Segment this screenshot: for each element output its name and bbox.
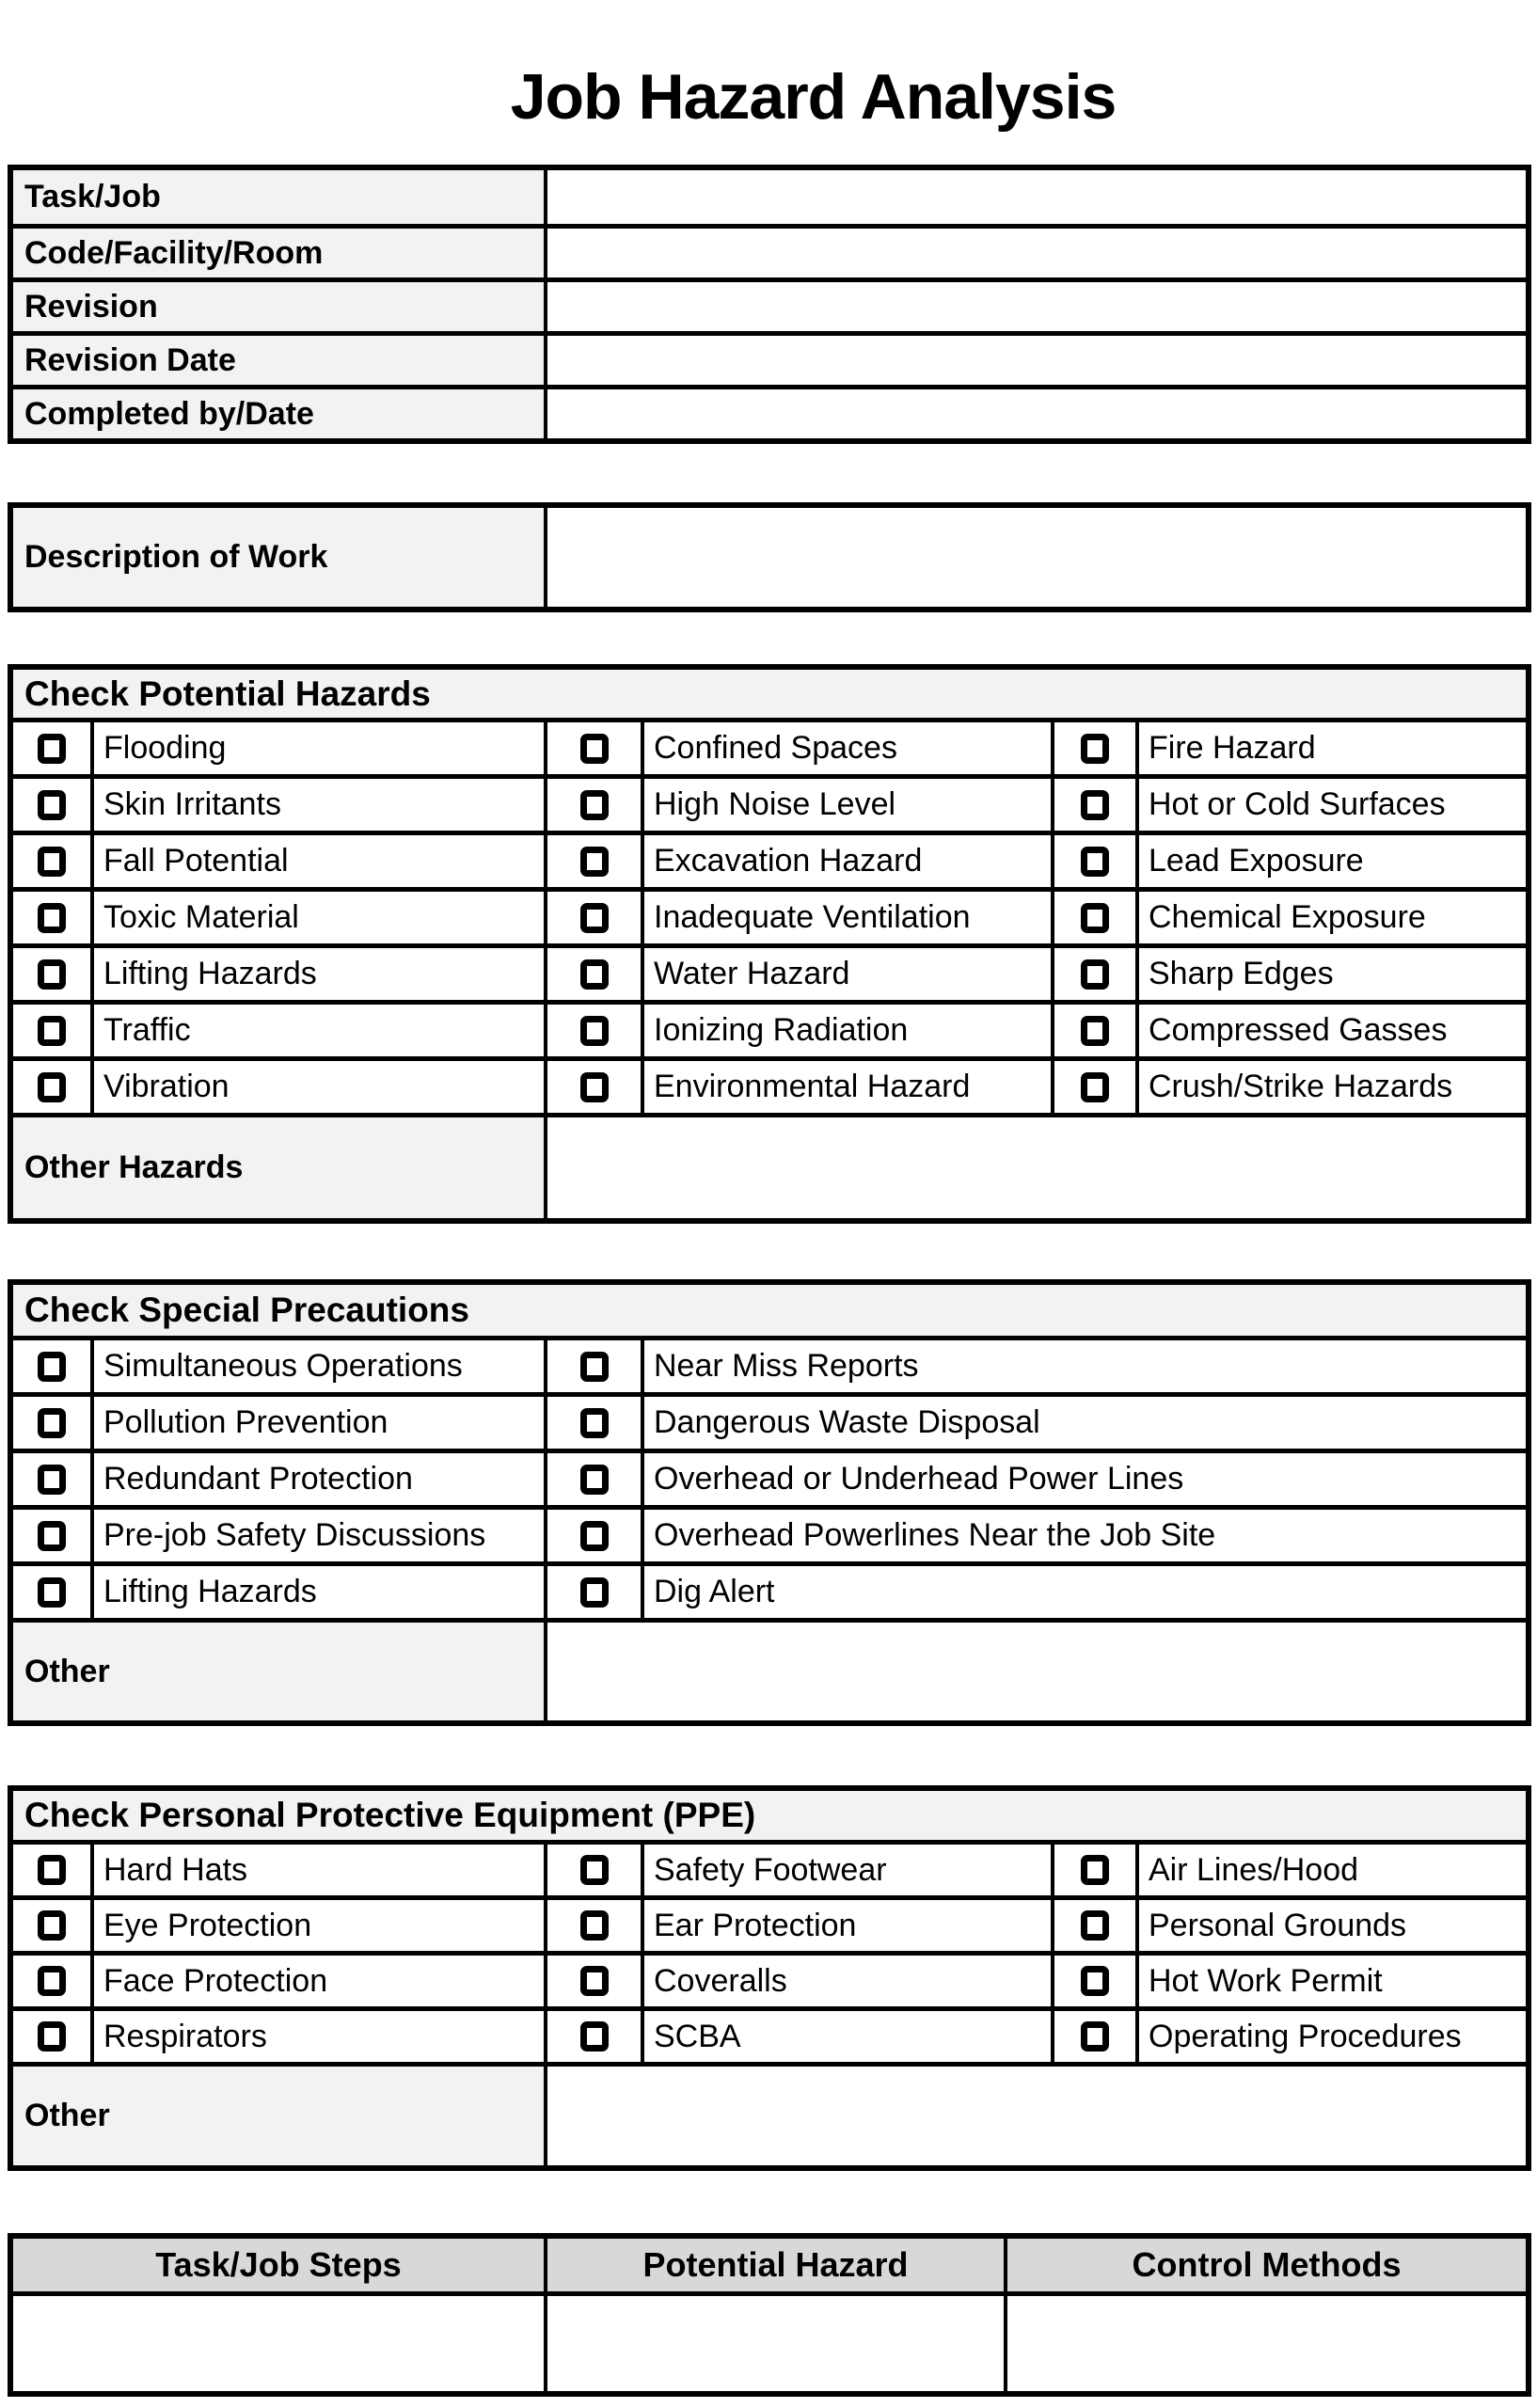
description-table <box>8 502 1531 612</box>
hazard-label: Compressed Gasses <box>1135 1005 1526 1056</box>
task-job-input[interactable] <box>544 170 1526 224</box>
checkbox-redundant-protection[interactable] <box>38 1465 66 1495</box>
hazard-label: Vibration <box>90 1061 544 1113</box>
ppe-row <box>13 1895 1526 1951</box>
ppe-label: Personal Grounds <box>1135 1900 1526 1951</box>
checkbox-cell <box>13 835 90 887</box>
checkbox-cell <box>13 1900 90 1951</box>
checkbox-cell <box>13 1566 90 1618</box>
checkbox-cell <box>544 2011 641 2062</box>
precaution-row <box>13 1449 1526 1505</box>
precaution-label: Dig Alert <box>641 1566 1526 1618</box>
hazard-label: Sharp Edges <box>1135 948 1526 1000</box>
checkbox-cell <box>1051 835 1135 887</box>
hazard-label: Lifting Hazards <box>90 948 544 1000</box>
checkbox-cell <box>1051 1956 1135 2006</box>
info-label-code-facility-room: Code/Facility/Room <box>13 229 544 277</box>
ppe-table <box>8 1785 1531 2171</box>
precaution-label: Near Miss Reports <box>641 1340 1526 1392</box>
checkbox-cell <box>544 1397 641 1449</box>
ppe-label: Respirators <box>90 2011 544 2062</box>
other-ppe-row <box>13 2062 1526 2165</box>
ppe-label: Air Lines/Hood <box>1135 1845 1526 1895</box>
checkbox-cell <box>13 1061 90 1113</box>
checkbox-cell <box>1051 779 1135 831</box>
checkbox-cell <box>13 779 90 831</box>
hazard-row <box>13 1000 1526 1056</box>
hazard-row <box>13 887 1526 943</box>
checkbox-environmental-hazard[interactable] <box>580 1072 609 1102</box>
checkbox-simultaneous-operations[interactable] <box>38 1352 66 1382</box>
ppe-header: Check Personal Protective Equipment (PPE) <box>13 1791 1526 1840</box>
hazard-label: High Noise Level <box>641 779 1051 831</box>
job-steps-header-potential-hazard: Potential Hazard <box>544 2239 1004 2291</box>
checkbox-cell <box>1051 1005 1135 1056</box>
checkbox-near-miss-reports[interactable] <box>580 1352 609 1382</box>
checkbox-cell <box>1051 1900 1135 1951</box>
checkbox-cell <box>13 1453 90 1505</box>
precaution-label: Pollution Prevention <box>90 1397 544 1449</box>
ppe-label: Ear Protection <box>641 1900 1051 1951</box>
checkbox-chemical-exposure[interactable] <box>1081 903 1109 933</box>
revision-input[interactable] <box>544 282 1526 331</box>
hazard-label: Environmental Hazard <box>641 1061 1051 1113</box>
potential-hazards-header: Check Potential Hazards <box>13 670 1526 718</box>
checkbox-hot-or-cold-surfaces[interactable] <box>1081 790 1109 820</box>
ppe-label: Safety Footwear <box>641 1845 1051 1895</box>
description-label: Description of Work <box>13 508 544 607</box>
precaution-label: Redundant Protection <box>90 1453 544 1505</box>
other-precautions-row <box>13 1618 1526 1720</box>
info-row <box>13 277 1526 331</box>
ppe-row <box>13 1951 1526 2006</box>
ppe-label: SCBA <box>641 2011 1051 2062</box>
checkbox-cell <box>544 1005 641 1056</box>
checkbox-cell <box>13 1845 90 1895</box>
job-steps-empty-row <box>13 2291 1526 2391</box>
hazard-label: Flooding <box>90 722 544 774</box>
checkbox-scba[interactable] <box>580 2021 609 2052</box>
checkbox-air-lines-hood[interactable] <box>1081 1855 1109 1885</box>
precaution-label: Overhead Powerlines Near the Job Site <box>641 1510 1526 1561</box>
job-steps-header-task-job-steps: Task/Job Steps <box>13 2239 544 2291</box>
ppe-label: Hard Hats <box>90 1845 544 1895</box>
checkbox-eye-protection[interactable] <box>38 1910 66 1941</box>
checkbox-cell <box>1051 1845 1135 1895</box>
control-methods-input[interactable] <box>1004 2296 1526 2391</box>
checkbox-cell <box>13 1005 90 1056</box>
checkbox-hot-work-permit[interactable] <box>1081 1966 1109 1996</box>
checkbox-pre-job-safety-discussions[interactable] <box>38 1521 66 1551</box>
checkbox-cell <box>13 2011 90 2062</box>
job-steps-table <box>8 2233 1531 2397</box>
checkbox-water-hazard[interactable] <box>580 959 609 990</box>
info-label-completed-by-date: Completed by/Date <box>13 389 544 438</box>
checkbox-fall-potential[interactable] <box>38 847 66 877</box>
checkbox-fire-hazard[interactable] <box>1081 734 1109 764</box>
hazard-label: Hot or Cold Surfaces <box>1135 779 1526 831</box>
checkbox-cell <box>1051 892 1135 943</box>
checkbox-cell <box>544 835 641 887</box>
job-steps-header-row <box>13 2239 1526 2291</box>
checkbox-dangerous-waste-disposal[interactable] <box>580 1408 609 1438</box>
checkbox-toxic-material[interactable] <box>38 903 66 933</box>
checkbox-ear-protection[interactable] <box>580 1910 609 1941</box>
checkbox-flooding[interactable] <box>38 734 66 764</box>
checkbox-traffic[interactable] <box>38 1016 66 1046</box>
description-row <box>13 508 1526 607</box>
hazard-row <box>13 718 1526 774</box>
checkbox-overhead-powerlines-near-the-job-site[interactable] <box>580 1521 609 1551</box>
hazard-label: Confined Spaces <box>641 722 1051 774</box>
checkbox-vibration[interactable] <box>38 1072 66 1102</box>
hazard-label: Traffic <box>90 1005 544 1056</box>
ppe-label: Operating Procedures <box>1135 2011 1526 2062</box>
info-table <box>8 165 1531 444</box>
checkbox-cell <box>544 1900 641 1951</box>
checkbox-safety-footwear[interactable] <box>580 1855 609 1885</box>
hazard-label: Excavation Hazard <box>641 835 1051 887</box>
checkbox-cell <box>544 1061 641 1113</box>
checkbox-high-noise-level[interactable] <box>580 790 609 820</box>
checkbox-hard-hats[interactable] <box>38 1855 66 1885</box>
checkbox-cell <box>544 722 641 774</box>
checkbox-compressed-gasses[interactable] <box>1081 1016 1109 1046</box>
checkbox-excavation-hazard[interactable] <box>580 847 609 877</box>
potential-hazards-table <box>8 664 1531 1224</box>
precaution-row <box>13 1392 1526 1449</box>
special-precautions-header: Check Special Precautions <box>13 1285 1526 1336</box>
checkbox-cell <box>1051 1061 1135 1113</box>
checkbox-cell <box>544 1340 641 1392</box>
hazard-label: Ionizing Radiation <box>641 1005 1051 1056</box>
other-ppe-label: Other <box>13 2067 544 2165</box>
checkbox-cell <box>13 1956 90 2006</box>
other-hazards-input[interactable] <box>544 1117 1526 1218</box>
checkbox-cell <box>544 779 641 831</box>
precaution-row <box>13 1561 1526 1618</box>
info-label-revision-date: Revision Date <box>13 336 544 385</box>
completed-by-date-input[interactable] <box>544 389 1526 438</box>
hazard-label: Inadequate Ventilation <box>641 892 1051 943</box>
checkbox-cell <box>1051 2011 1135 2062</box>
hazard-label: Lead Exposure <box>1135 835 1526 887</box>
checkbox-personal-grounds[interactable] <box>1081 1910 1109 1941</box>
hazard-label: Crush/Strike Hazards <box>1135 1061 1526 1113</box>
checkbox-coveralls[interactable] <box>580 1966 609 1996</box>
ppe-label: Eye Protection <box>90 1900 544 1951</box>
checkbox-cell <box>544 1510 641 1561</box>
checkbox-pollution-prevention[interactable] <box>38 1408 66 1438</box>
checkbox-cell <box>13 892 90 943</box>
revision-date-input[interactable] <box>544 336 1526 385</box>
special-precautions-table <box>8 1279 1531 1726</box>
info-row <box>13 385 1526 438</box>
precaution-label: Overhead or Underhead Power Lines <box>641 1453 1526 1505</box>
hazard-label: Skin Irritants <box>90 779 544 831</box>
checkbox-cell <box>544 1956 641 2006</box>
hazard-row <box>13 831 1526 887</box>
info-row <box>13 331 1526 385</box>
checkbox-dig-alert[interactable] <box>580 1577 609 1608</box>
other-hazards-label: Other Hazards <box>13 1117 544 1218</box>
checkbox-cell <box>13 1397 90 1449</box>
checkbox-cell <box>13 722 90 774</box>
checkbox-ionizing-radiation[interactable] <box>580 1016 609 1046</box>
hazard-row <box>13 1056 1526 1113</box>
checkbox-cell <box>544 1845 641 1895</box>
checkbox-skin-irritants[interactable] <box>38 790 66 820</box>
info-row <box>13 170 1526 224</box>
ppe-row <box>13 1840 1526 1895</box>
ppe-label: Face Protection <box>90 1956 544 2006</box>
checkbox-face-protection[interactable] <box>38 1966 66 1996</box>
hazard-label: Toxic Material <box>90 892 544 943</box>
info-label-task-job: Task/Job <box>13 170 544 224</box>
other-precautions-input[interactable] <box>544 1623 1526 1720</box>
job-steps-header-control-methods: Control Methods <box>1004 2239 1526 2291</box>
other-ppe-input[interactable] <box>544 2067 1526 2165</box>
checkbox-cell <box>544 1453 641 1505</box>
hazard-row <box>13 774 1526 831</box>
precaution-row <box>13 1505 1526 1561</box>
precaution-label: Dangerous Waste Disposal <box>641 1397 1526 1449</box>
checkbox-overhead-or-underhead-power-lines[interactable] <box>580 1465 609 1495</box>
precaution-label: Lifting Hazards <box>90 1566 544 1618</box>
other-precautions-label: Other <box>13 1623 544 1720</box>
checkbox-cell <box>544 892 641 943</box>
ppe-row <box>13 2006 1526 2062</box>
checkbox-respirators[interactable] <box>38 2021 66 2052</box>
task-job-steps-input[interactable] <box>13 2296 544 2391</box>
checkbox-lifting-hazards-precaution[interactable] <box>38 1577 66 1608</box>
hazard-row <box>13 943 1526 1000</box>
checkbox-confined-spaces[interactable] <box>580 734 609 764</box>
checkbox-crush-strike-hazards[interactable] <box>1081 1072 1109 1102</box>
potential-hazard-input[interactable] <box>544 2296 1004 2391</box>
checkbox-cell <box>13 1510 90 1561</box>
checkbox-cell <box>544 948 641 1000</box>
checkbox-cell <box>1051 722 1135 774</box>
hazard-label: Water Hazard <box>641 948 1051 1000</box>
info-label-revision: Revision <box>13 282 544 331</box>
hazard-label: Fall Potential <box>90 835 544 887</box>
ppe-label: Coveralls <box>641 1956 1051 2006</box>
precaution-row <box>13 1336 1526 1392</box>
code-facility-room-input[interactable] <box>544 229 1526 277</box>
page-title: Job Hazard Analysis <box>510 61 1117 133</box>
checkbox-cell <box>544 1566 641 1618</box>
other-hazards-row <box>13 1113 1526 1218</box>
description-input[interactable] <box>544 508 1526 607</box>
hazard-label: Chemical Exposure <box>1135 892 1526 943</box>
ppe-label: Hot Work Permit <box>1135 1956 1526 2006</box>
checkbox-lead-exposure[interactable] <box>1081 847 1109 877</box>
precaution-label: Pre-job Safety Discussions <box>90 1510 544 1561</box>
info-row <box>13 224 1526 277</box>
checkbox-lifting-hazards[interactable] <box>38 959 66 990</box>
checkbox-cell <box>13 1340 90 1392</box>
checkbox-operating-procedures[interactable] <box>1081 2021 1109 2052</box>
checkbox-inadequate-ventilation[interactable] <box>580 903 609 933</box>
checkbox-sharp-edges[interactable] <box>1081 959 1109 990</box>
checkbox-cell <box>13 948 90 1000</box>
hazard-label: Fire Hazard <box>1135 722 1526 774</box>
checkbox-cell <box>1051 948 1135 1000</box>
precaution-label: Simultaneous Operations <box>90 1340 544 1392</box>
